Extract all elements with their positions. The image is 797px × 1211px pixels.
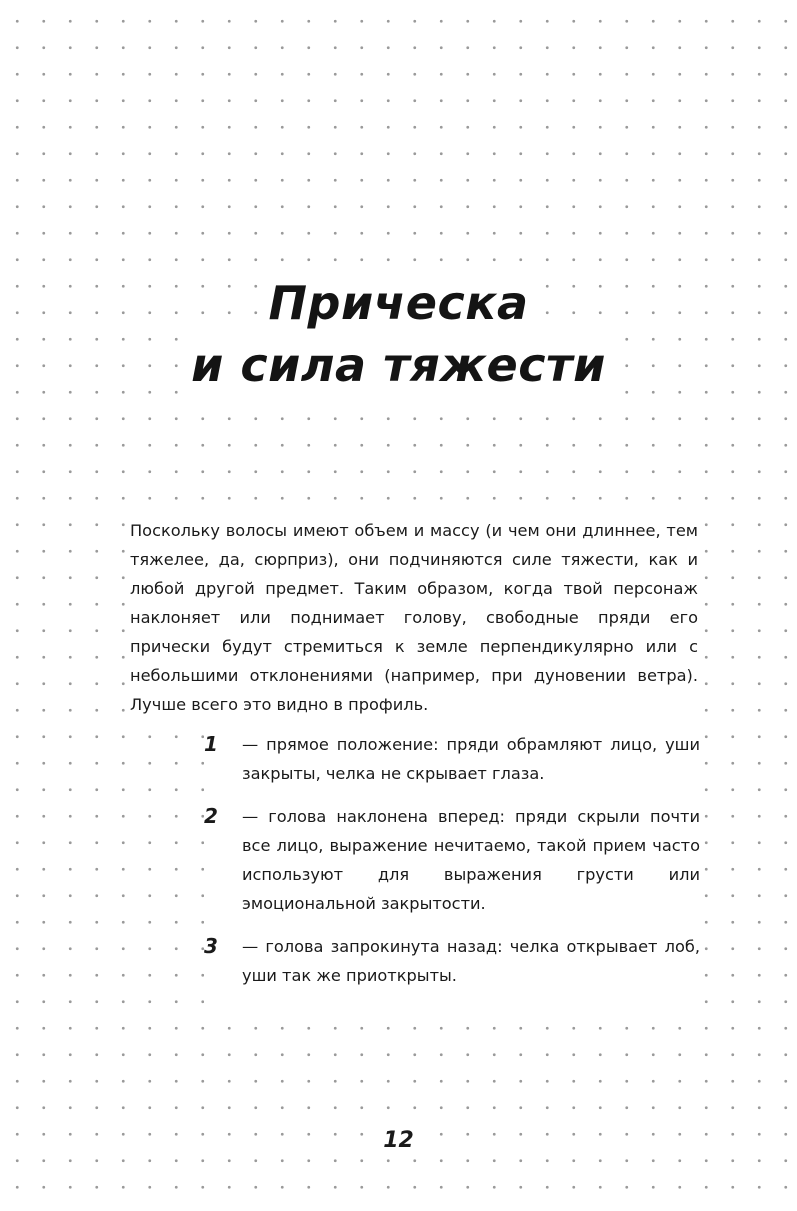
page-number — [0, 1126, 797, 1156]
chapter-title-line-1: Прическа — [265, 272, 533, 334]
list-item — [204, 932, 700, 990]
intro-paragraph: Поскольку волосы имеют объем и массу (и чем они длиннее, тем тяжелее, да, сюрприз), они подчиняются силе тяжести, как и любой другой предмет. Таким образом, когда твой персонаж наклоняет или поднимает голову, свободные пряди его прически будут стремиться к земле перпендикулярно или с небольшими отклонениями (например, при дуновении ветра). Лучше всего это видно в профиль. — [130, 516, 698, 719]
list-item — [204, 730, 700, 788]
chapter-title-line-2: и сила тяжести — [187, 334, 610, 396]
page-number-label: 12 — [379, 1128, 418, 1153]
list-item-number: 3 — [204, 934, 218, 958]
list-item-number: 1 — [204, 732, 218, 756]
list-item — [204, 802, 700, 918]
list-item-text: — голова наклонена вперед: пряди скрыли почти все лицо, выражение нечитаемо, такой прием часто используют для выражения грусти или эмоциональной закрытости. — [242, 807, 700, 913]
list-item-text: — прямое положение: пряди обрамляют лицо, уши закрыты, челка не скрывает глаза. — [242, 735, 700, 783]
chapter-title — [0, 272, 797, 396]
list-item-number: 2 — [204, 804, 218, 828]
list-item-text: — голова запрокинута назад: челка открывает лоб, уши так же приоткрыты. — [242, 937, 700, 985]
numbered-list — [204, 730, 700, 1004]
